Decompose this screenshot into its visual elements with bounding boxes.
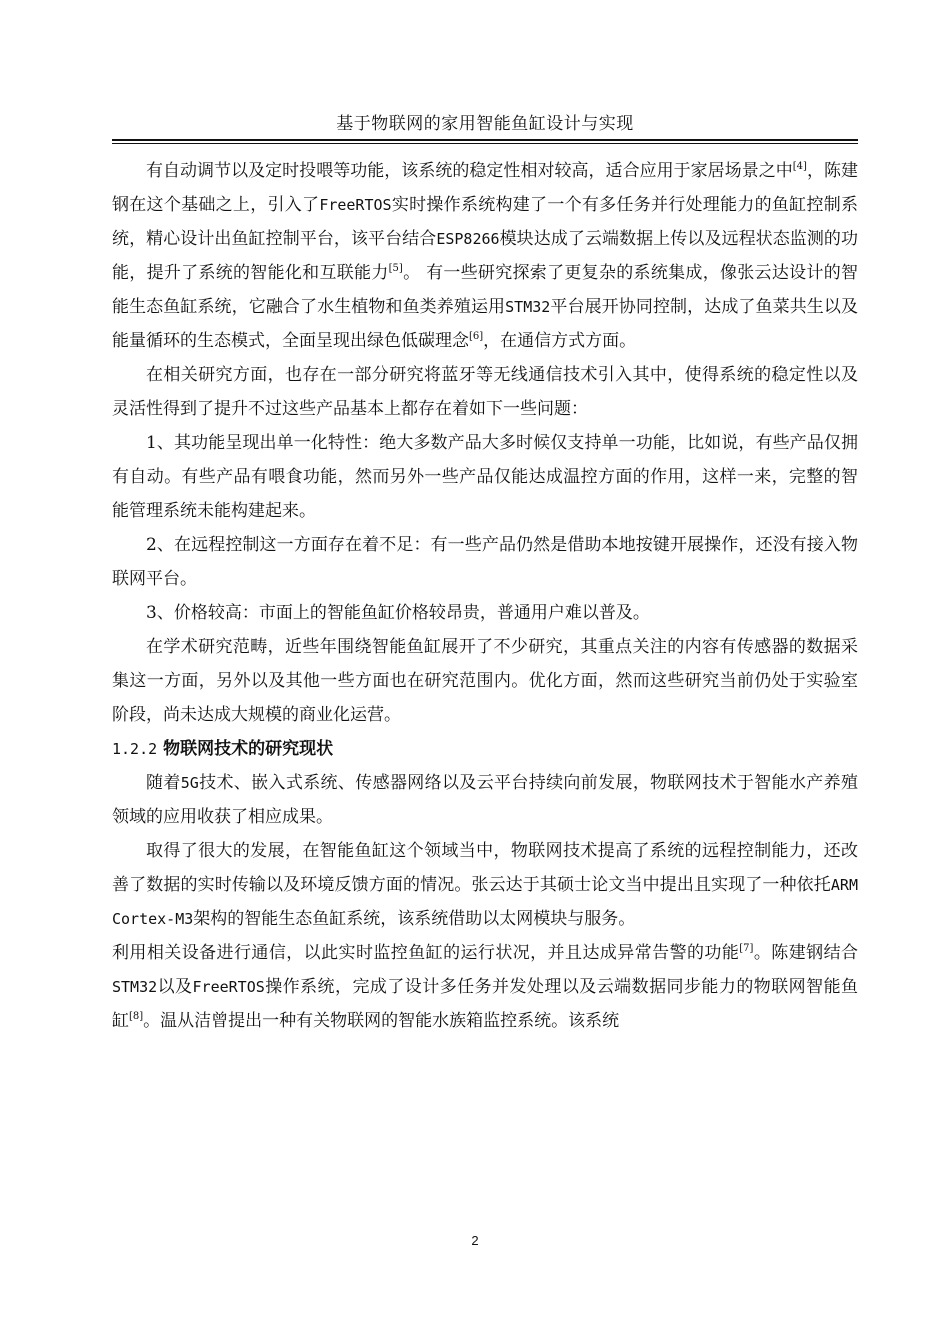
term-stm32: STM32 bbox=[112, 978, 158, 996]
citation-8: [8] bbox=[129, 1011, 144, 1022]
list-item-3: 3、价格较高：市面上的智能鱼缸价格较昂贵，普通用户难以普及。 bbox=[146, 603, 650, 623]
header-rule-thick bbox=[112, 139, 858, 141]
text-run: 取得了很大的发展，在智能鱼缸这个领域当中，物联网技术提高了系统的远程控制能力，还改善了数据的实时传输以及环境反馈方面的情况。张云达于其硕士论文当中提出且实现了一种依托 bbox=[112, 841, 858, 895]
list-item-2: 2、在远程控制这一方面存在着不足：有一些产品仍然是借助本地按键开展操作，还没有接入物联网平台。 bbox=[112, 535, 858, 589]
text-run: 以及 bbox=[157, 977, 193, 997]
citation-6: [6] bbox=[469, 331, 484, 342]
text-run: 有自动调节以及定时投喂等功能，该系统的稳定性相对较高，适合应用于家居场景之中 bbox=[146, 161, 793, 181]
section-heading bbox=[112, 732, 858, 766]
paragraph-2: 在相关研究方面，也存在一部分研究将蓝牙等无线通信技术引入其中，使得系统的稳定性以及灵活性得到了提升不过这些产品基本上都存在着如下一些问题： bbox=[112, 365, 858, 419]
term-freertos: FreeRTOS bbox=[319, 196, 392, 214]
text-run: 。陈建钢结合 bbox=[753, 943, 859, 963]
paragraph-6: 在学术研究范畴，近些年围绕智能鱼缸展开了不少研究，其重点关注的内容有传感器的数据采集这一方面，另外以及其他一些方面也在研究范围内。优化方面，然而这些研究当前仍处于实验室阶段，尚未达成大规模的商业化运营。 bbox=[112, 637, 858, 725]
paragraph-9 bbox=[112, 936, 858, 1038]
text-run: 技术、嵌入式系统、传感器网络以及云平台持续向前发展，物联网技术于智能水产养殖领域的应用收获了相应成果。 bbox=[112, 773, 859, 827]
section-title: 物联网技术的研究现状 bbox=[163, 739, 334, 759]
term-arm-cortex: ARM Cortex-M3 bbox=[112, 876, 858, 928]
term-stm32: STM32 bbox=[505, 298, 551, 316]
page-number: 2 bbox=[471, 1233, 479, 1248]
text-run: 实时操作系统构建了一个有多任务并行处理能力的鱼缸控制系统，精心设计出鱼缸控制平台，该平台结合 bbox=[112, 195, 859, 249]
list-item-1: 1、其功能呈现出单一化特性：绝大多数产品大多时候仅支持单一功能，比如说，有些产品仅拥有自动。有些产品有喂食功能，然而另外一些产品仅能达成温控方面的作用，这样一来，完整的智能管理系统未能构建起来。 bbox=[112, 433, 858, 521]
text-run: 操作系统，完成了设计多任务并发处理以及云端数据同步能力的物联网智能鱼缸 bbox=[112, 977, 859, 1031]
body-text bbox=[112, 154, 858, 1038]
paragraph-7 bbox=[112, 766, 858, 834]
text-run: ，在通信方式方面。 bbox=[483, 331, 637, 351]
term-5g: 5G bbox=[180, 774, 199, 792]
term-freertos: FreeRTOS bbox=[192, 978, 265, 996]
header-rule-thin bbox=[112, 143, 858, 144]
paragraph-8 bbox=[112, 834, 858, 936]
text-run: 平台展开协同控制，达成了鱼菜共生以及能量循环的生态模式，全面呈现出绿色低碳理念 bbox=[112, 297, 858, 351]
text-run: 。温从洁曾提出一种有关物联网的智能水族箱监控系统。该系统 bbox=[143, 1011, 620, 1031]
citation-5: [5] bbox=[388, 263, 403, 274]
citation-4: [4] bbox=[792, 161, 807, 172]
running-header: 基于物联网的家用智能鱼缸设计与实现 bbox=[336, 114, 634, 134]
section-number: 1.2.2 bbox=[112, 740, 158, 758]
text-run: 模块达成了云端数据上传以及远程状态监测的功能，提升了系统的智能化和互联能力 bbox=[112, 229, 859, 283]
text-run: 。 有一些研究探索了更复杂的系统集成，像张云达设计的智能生态鱼缸系统，它融合了水生植物和鱼类养殖运用 bbox=[112, 263, 858, 317]
paragraph-1 bbox=[112, 154, 858, 358]
text-run: 利用相关设备进行通信，以此实时监控鱼缸的运行状况，并且达成异常告警的功能 bbox=[112, 943, 740, 963]
term-esp8266: ESP8266 bbox=[436, 230, 500, 248]
text-run: ，陈建钢在这个基础之上，引入了 bbox=[112, 161, 858, 215]
text-run: 架构的智能生态鱼缸系统，该系统借助以太网模块与服务。 bbox=[193, 909, 636, 929]
text-run: 随着 bbox=[146, 773, 181, 793]
citation-7: [7] bbox=[739, 943, 754, 954]
